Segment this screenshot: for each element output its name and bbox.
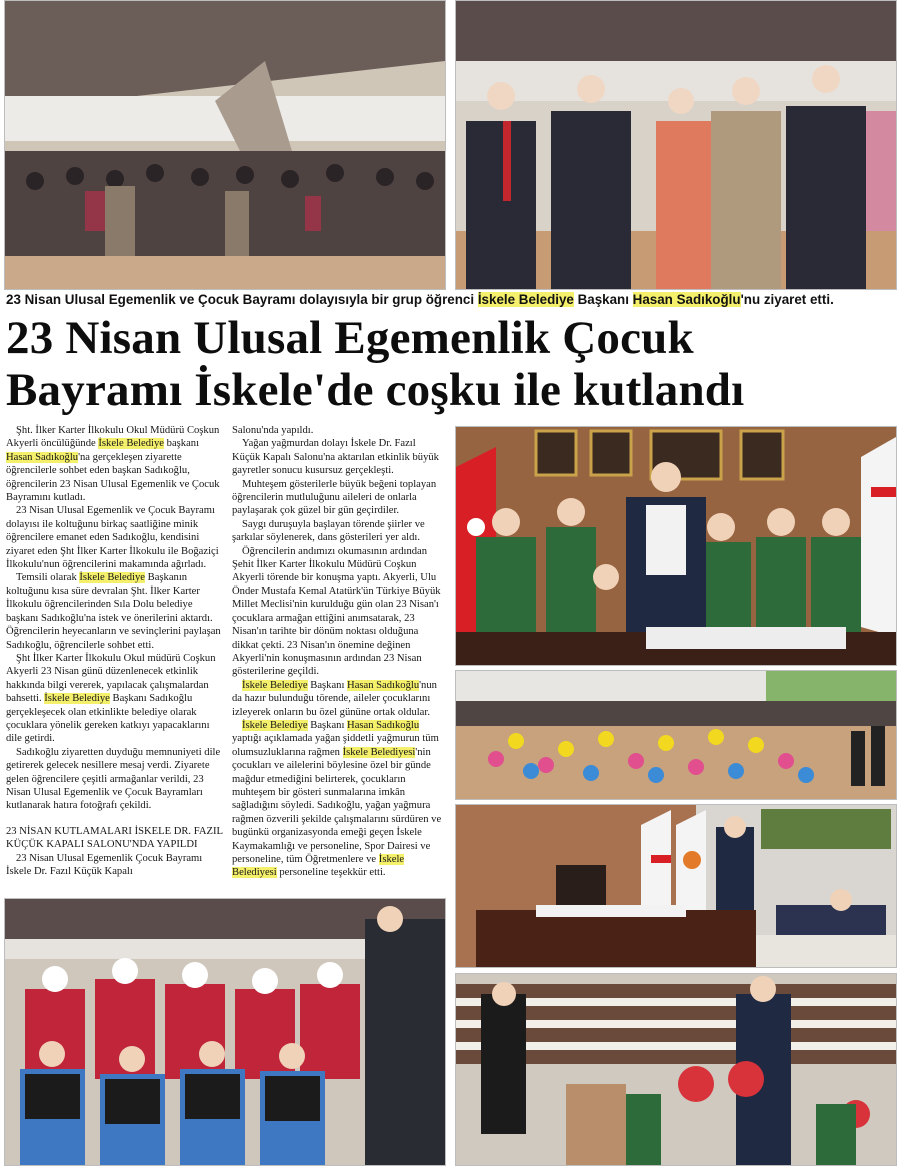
audience-gymnasium-photo	[4, 0, 446, 290]
paragraph: Muhteşem gösterilerle büyük beğeni toplayan öğrencilerin mutluluğunu aileleri de onlarla paylaşarak çok güzel bir gün geçirdiler.	[232, 478, 437, 517]
highlight-municipality: İskele Belediye	[44, 693, 110, 705]
highlight-municipality: İskele Belediyesi	[232, 854, 405, 879]
text-run: 'na gerçekleşen ziyarette öğrencilerle sohbet eden başkan Sadıkoğlu, öğrencilerin 23 Nisan Ulusal Egemenlik ve Çocuk Bayramını kutladı.	[6, 451, 220, 504]
text-run: 'nun da hazır bulunduğu törende, aileler çocuklarını izleyerek onların bu özel gününe ortak oldular.	[232, 679, 437, 718]
text-run: Başkanı	[307, 719, 348, 731]
headline-line-1: 23 Nisan Ulusal Egemenlik Çocuk	[6, 312, 694, 364]
article-column-2	[232, 424, 446, 880]
caption-highlight-municipality: İskele Belediye	[477, 292, 574, 307]
mayor-desk-photo	[455, 804, 897, 968]
paragraph	[6, 571, 224, 651]
section-subheading: 23 NİSAN KUTLAMALARI İSKELE DR. FAZIL KÜÇÜK KAPALI SALONU'NDA YAPILDI	[6, 825, 223, 851]
text-run: başkanı	[164, 438, 200, 450]
highlight-municipality: İskele Belediye	[242, 679, 308, 691]
paragraph: Salonu'nda yapıldı.	[232, 425, 314, 436]
folk-costume-students-photo	[4, 898, 446, 1166]
caption-text-start: 23 Nisan Ulusal Egemenlik ve Çocuk Bayramı dolayısıyla bir grup öğrenci	[6, 292, 478, 307]
text-run: Başkanın koltuğunu kısa süre devralan Şht. İlker Karter İlkokulu öğrencilerinden Sıla Dolu belediye başkanı Sadıkoğlu'na istek ve önerilerini aktardı. Öğrencilerin heyecanların ve sevinçlerini paylaşan Sadıkoğlu, öğrencilerle sohbet etti.	[6, 572, 221, 651]
paragraph	[6, 652, 224, 746]
text-run: Şht. İlker Karter İlkokulu Okul Müdürü Coşkun Akyerli öncülüğünde	[6, 425, 220, 450]
article-column-1	[6, 424, 224, 878]
text-run: 'nin çocukları ve ailelerini böylesine özel bir günde mağdur etmediğini belirterek, çocukların muhteşem bir gösteri sunmalarına imkân sağladığını söyledi. Sadıkoğlu, yağan yağmura rağmen özverili şekilde çalışmalarını sürdüren ve bugünkü organizasyonda emeği geçen İskele Kaymakamlığı ve personeline, Spor Dairesi ve personeline, tüm Öğretmenlere ve	[232, 746, 442, 865]
paragraph	[6, 424, 224, 504]
paragraph: Öğrencilerin andımızı okumasının ardından Şehit İlker Karter İlkokulu Müdürü Coşkun Akyerli törende bir konuşma yaptı. Akyerli, Ulu Önder Mustafa Kemal Atatürk'ün Türkiye Büyük Millet Meclisi'nin kurulduğu gün olan 23 Nisan'ı çocuklara armağan ettiğini anımsatarak, 23 Nisan'ın tarihte bir dönüm noktası olduğuna dikkat çekti. 23 Nisan'ın önemine değinen Akyerli'nin konuşmasının ardından 23 Nisan gösterilerine geçildi.	[232, 545, 441, 678]
highlight-municipality: İskele Belediye	[98, 438, 164, 450]
paragraph	[232, 719, 446, 880]
highlight-municipality: İskele Belediye	[242, 719, 308, 731]
paragraph	[232, 679, 446, 719]
highlight-mayor: Hasan Sadıkoğlu	[6, 451, 79, 463]
text-run: Başkanı Sadıkoğlu gerçekleşecek olan etkinlikte belediye olarak çocuklara yönelik gereken katkıyı yapacaklarını dile getirdi.	[6, 693, 210, 745]
text-run: Başkanı	[307, 679, 348, 691]
article-headline	[6, 312, 896, 416]
caption-text-end: 'nu ziyaret etti.	[740, 292, 834, 307]
highlight-mayor: Hasan Sadıkoğlu	[347, 679, 420, 691]
text-run: Temsili olarak	[16, 572, 80, 584]
text-run: personeline teşekkür etti.	[276, 867, 386, 879]
highlight-municipality: İskele Belediye	[79, 572, 146, 584]
paragraph: Saygı duruşuyla başlayan törende şiirler ve şarkılar söylenerek, dans gösterileri yer aldı.	[232, 518, 425, 544]
text-run: yaptığı açıklamada yağan şiddetli yağmurun tüm olumsuzluklarına rağmen	[232, 733, 439, 758]
highlight-mayor: Hasan Sadıkoğlu	[347, 719, 420, 731]
caption-text-middle: Başkanı	[573, 292, 633, 307]
photo-caption	[6, 292, 894, 307]
highlight-municipality: İskele Belediyesi	[342, 746, 416, 758]
paragraph: 23 Nisan Ulusal Egemenlik Çocuk Bayramı İskele Dr. Fazıl Küçük Kapalı	[6, 852, 203, 877]
office-visit-students-photo	[455, 426, 897, 666]
paragraph: 23 Nisan Ulusal Egemenlik ve Çocuk Bayramı dolayısı ile koltuğunu birkaç saatliğine minik öğrencilere emanet eden Sadıkoğlu, kendisini ziyaret eden Şht İlker Karter İlkokulu ile Boğaziçi İlkokulu'nun öğrencilerini makamında ağırladı.	[6, 505, 219, 571]
headline-line-2: Bayramı İskele'de coşku ile kutlandı	[6, 364, 745, 416]
gift-distribution-photo	[455, 973, 897, 1166]
officials-group-photo	[455, 0, 897, 290]
text-run: Şht İlker Karter İlkokulu Okul müdürü Coşkun Akyerli 23 Nisan günü düzenlenecek etkinlik hakkında bilgi vererek, yapılacak çalışmalardan bahsetti.	[6, 652, 216, 705]
performance-dance-photo	[455, 670, 897, 800]
paragraph: Sadıkoğlu ziyaretten duyduğu memnuniyeti dile getirerek gelecek nesillere mesaj verdi. Ziyarete gelen öğrencilere çeşitli armağanlar verildi, 23 Nisan Ulusal Egemenlik ve Çocuk Bayramları kutlanarak hatıra fotoğrafı çekildi.	[6, 746, 221, 812]
paragraph: Yağan yağmurdan dolayı İskele Dr. Fazıl Küçük Kapalı Salonu'na aktarılan etkinlik büyük gayretler sonucu kusursuz gerçekleşti.	[232, 438, 439, 477]
caption-highlight-mayor: Hasan Sadıkoğlu	[632, 292, 741, 307]
